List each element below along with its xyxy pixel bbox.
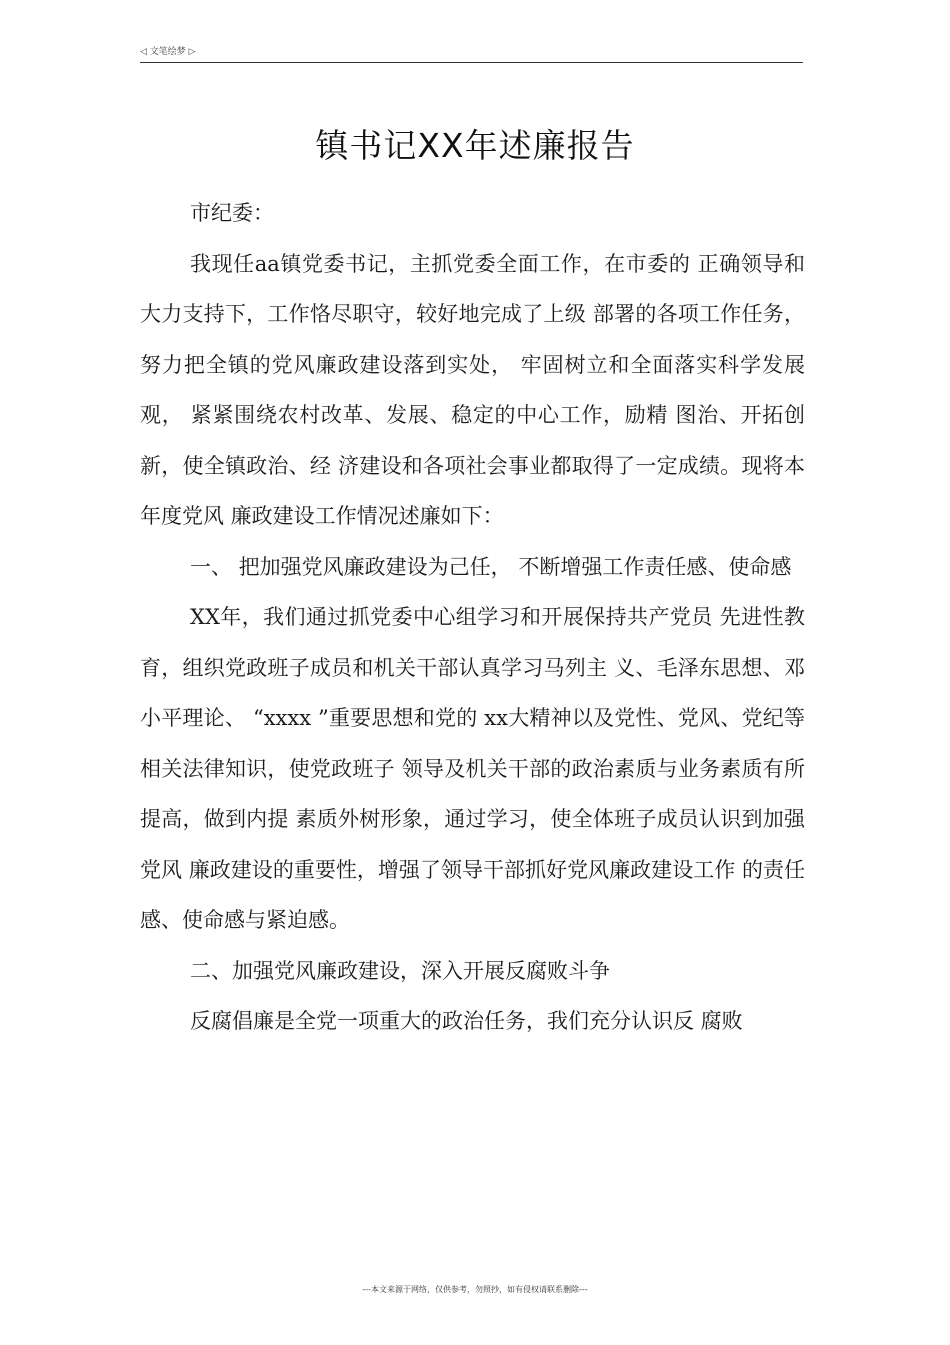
header-label: ◁ 文笔绘梦 ▷ bbox=[140, 47, 196, 57]
salutation: 市纪委： bbox=[190, 201, 274, 225]
section-heading-2: 二、加强党风廉政建设，深入开展反腐败斗争 bbox=[190, 958, 610, 983]
paragraph-intro: 我现任aa镇党委书记，主抓党委全面工作，在市委的 正确领导和大力支持下，工作恪尽职守，较好地完成了上级 部署的各项工作任务，努力把全镇的党风廉政建设落到实处， 牢固树立和全面落实科学发展观， 紧紧围绕农村改革、发展、稳定的中心工作，励精 图治、开拓创新，使全镇政治、经 济建设和各项社会事业都取得了一定成绩。现将本年度党风 廉政建设工作情况述廉如下： bbox=[140, 251, 805, 528]
footer-notice: ---本文来源于网络，仅供参考，勿照抄，如有侵权请联系删除--- bbox=[362, 1285, 588, 1294]
document-title: 镇书记XX年述廉报告 bbox=[315, 126, 635, 165]
page-header bbox=[140, 44, 803, 63]
document-body bbox=[140, 188, 805, 1047]
paragraph-section-1: XX年，我们通过抓党委中心组学习和开展保持共产党员 先进性教育，组织党政班子成员和机关干部认真学习马列主 义、毛泽东思想、邓小平理论、 “xxxx ”重要思想和党的 xx大精神以及党性、党风、党纪等相关法律知识，使党政班子 领导及机关干部的政治素质与业务素质有所提高，做到内提 素质外树形象，通过学习，使全体班子成员认识到加强党风 廉政建设的重要性，增强了领导干部抓好党风廉政建设工作 的责任感、使命感与紧迫感。 bbox=[140, 605, 805, 932]
section-heading-1: 一、 把加强党风廉政建设为己任， 不断增强工作责任感、使命感 bbox=[190, 554, 792, 579]
paragraph-section-2: 反腐倡廉是全党一项重大的政治任务，我们充分认识反 腐败 bbox=[190, 1009, 743, 1033]
